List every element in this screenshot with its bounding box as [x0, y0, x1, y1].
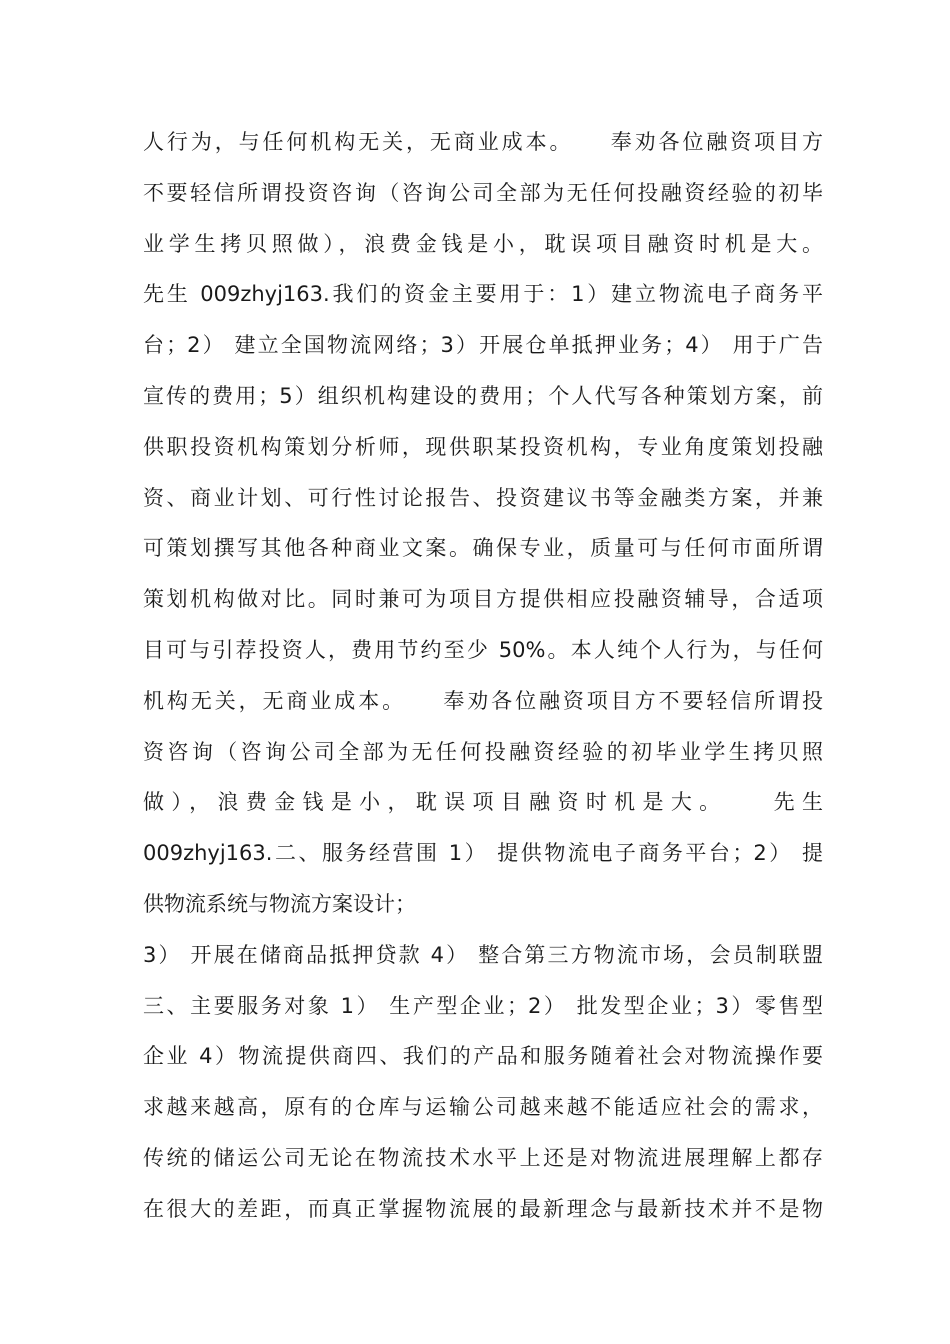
text-line-14: 做），浪费金钱是小，耽误项目融资时机是大。 先生 — [143, 790, 823, 815]
text-line-11: 目可与引荐投资人，费用节约至少 50%。本人纯个人行为，与任何 — [143, 637, 823, 662]
text-line-22: 在很大的差距，而真正掌握物流展的最新理念与最新技术并不是物 — [143, 1196, 823, 1221]
text-line-16: 供物流系统与物流方案设计； — [143, 891, 416, 916]
text-line-8: 资、商业计划、可行性讨论报告、投资建议书等金融类方案，并兼 — [143, 485, 823, 510]
text-line-10: 策划机构做对比。同时兼可为项目方提供相应投融资辅导，合适项 — [143, 587, 823, 612]
text-line-12: 机构无关，无商业成本。 奉劝各位融资项目方不要轻信所谓投 — [143, 688, 823, 713]
text-line-17: 3） 开展在储商品抵押贷款 4） 整合第三方物流市场，会员制联盟 — [143, 942, 823, 967]
text-line-6: 宣传的费用；5）组织机构建设的费用；个人代写各种策划方案，前 — [143, 383, 823, 408]
text-line-19: 企业 4）物流提供商四、我们的产品和服务随着社会对物流操作要 — [143, 1044, 823, 1069]
text-line-13: 资咨询（咨询公司全部为无任何投融资经验的初毕业学生拷贝照 — [143, 739, 823, 764]
text-line-21: 传统的储运公司无论在物流技术水平上还是对物流进展理解上都存 — [143, 1145, 823, 1170]
text-line-3: 业学生拷贝照做），浪费金钱是小，耽误项目融资时机是大。 — [143, 231, 823, 256]
text-line-1: 人行为，与任何机构无关，无商业成本。 奉劝各位融资项目方 — [143, 130, 823, 154]
text-line-4: 先生 009zhyj163.我们的资金主要用于：1）建立物流电子商务平 — [143, 282, 823, 307]
text-line-18: 三、主要服务对象 1） 生产型企业；2） 批发型企业；3）零售型 — [143, 993, 823, 1018]
text-line-5: 台；2） 建立全国物流网络；3）开展仓单抵押业务；4） 用于广告 — [143, 333, 823, 358]
text-line-9: 可策划撰写其他各种商业文案。确保专业，质量可与任何市面所谓 — [143, 536, 823, 561]
text-line-2: 不要轻信所谓投资咨询（咨询公司全部为无任何投融资经验的初毕 — [143, 180, 823, 205]
text-line-20: 求越来越高，原有的仓库与运输公司越来越不能适应社会的需求， — [143, 1095, 823, 1120]
text-line-7: 供职投资机构策划分析师，现供职某投资机构，专业角度策划投融 — [143, 434, 823, 459]
text-line-15: 009zhyj163.二、服务经营围 1） 提供物流电子商务平台；2） 提 — [143, 841, 823, 866]
body-text — [143, 124, 823, 1242]
